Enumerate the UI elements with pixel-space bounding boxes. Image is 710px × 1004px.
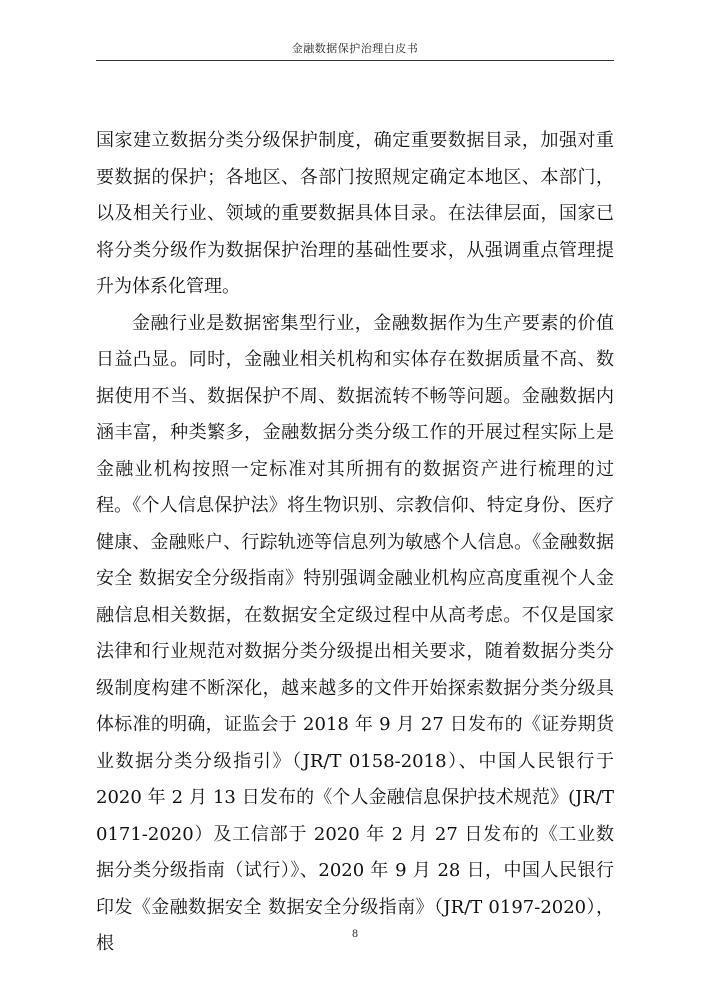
paragraph-continuation: 国家建立数据分类分级保护制度，确定重要数据目录，加强对重要数据的保护；各地区、各部门按照规定确定本地区、本部门，以及相关行业、领域的重要数据具体目录。在法律层面，国家已将分类分级作为数据保护治理的基础性要求，从强调重点管理提升为体系化管理。: [96, 130, 614, 297]
running-header: 金融数据保护治理白皮书: [291, 42, 419, 55]
paragraph-financial-data: 金融行业是数据密集型行业，金融数据作为生产要素的价值日益凸显。同时，金融业相关机构和实体存在数据质量不高、数据使用不当、数据保护不周、数据流转不畅等问题。金融数据内涵丰富，种类繁多，金融数据分类分级工作的开展过程实际上是金融业机构按照一定标准对其所拥有的数据资产进行梳理的过程。《个人信息保护法》将生物识别、宗教信仰、特定身份、医疗健康、金融账户、行踪轨迹等信息列为敏感个人信息。《金融数据安全 数据安全分级指南》特别强调金融业机构应高度重视个人金融信息相关数据，在数据安全定级过程中从高考虑。不仅是国家法律和行业规范对数据分类分级提出相关要求，随着数据分类分级制度构建不断深化，越来越多的文件开始探索数据分类分级具体标准的明确，证监会于 2018 年 9 月 27 日发布的《证券期货业数据分类分级指引》（JR/T 0158-2018）、中国人民银行于 2020 年 2 月 13 日发布的《个人金融信息保护技术规范》(JR/T 0171-2020）及工信部于 2020 年 2 月 27 日发布的《工业数据分类分级指南（试行）》、2020 年 9 月 28 日，中国人民银行印发《金融数据安全 数据安全分级指南》（JR/T 0197-2020），根: [96, 312, 614, 954]
page-number: 8: [351, 929, 359, 940]
header-divider: [96, 60, 614, 61]
body-text: [96, 123, 614, 963]
